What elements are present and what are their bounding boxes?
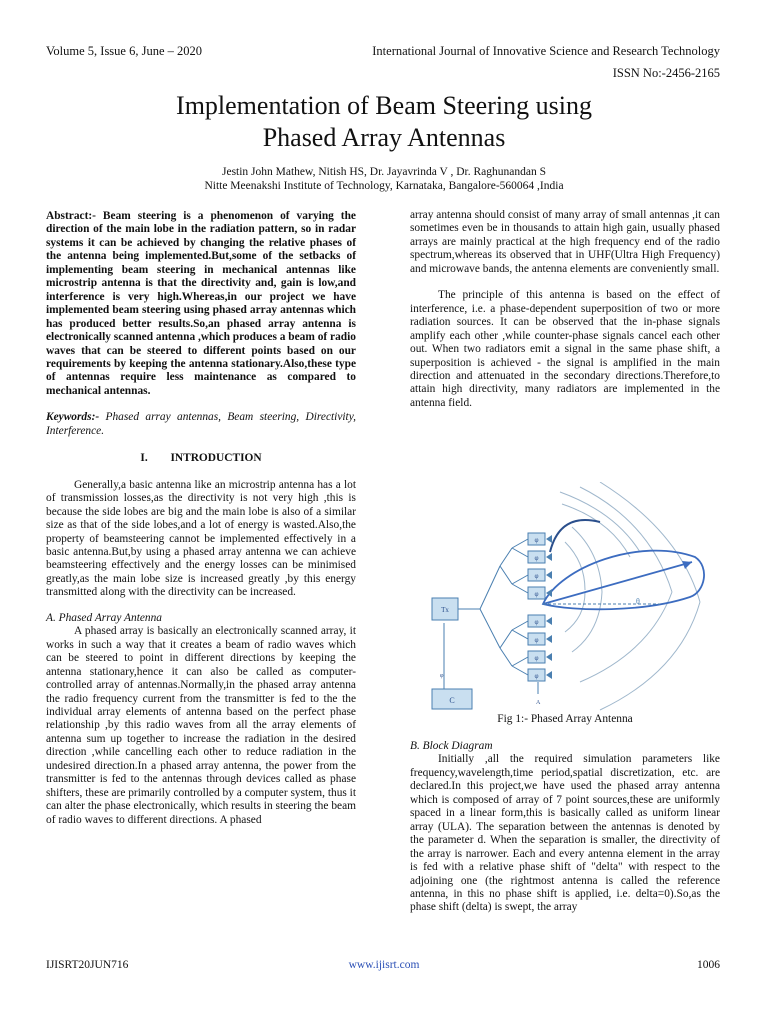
phase-symbol-8: φ — [534, 672, 539, 680]
journal-name: International Journal of Innovative Science and Research Technology — [372, 44, 720, 58]
section-heading-introduction: I. INTRODUCTION — [140, 452, 262, 465]
left-column — [46, 210, 356, 827]
phase-symbol-2: φ — [534, 554, 539, 562]
theta-label: θ — [636, 597, 640, 606]
keywords-label: Keywords:- — [46, 411, 100, 424]
keywords-text: Phased array antennas, Beam steering, Directivity, Interference. — [46, 411, 356, 437]
figure-caption: Fig 1:- Phased Array Antenna — [497, 713, 633, 725]
transmitter-label: Tx — [441, 606, 449, 614]
right-paragraph-2: The principle of this antenna is based on the effect of interference, i.e. a phase-dependent superposition of two or more radiation sources. It can be observed that the in-phase signals amplify each other ,while counter-phase signals cancel each other out. When two radiators emit a signal in the same phase shift, a superposition is achieved - the signal is amplified in the main direction and attenuated in the secondary directions.Therefore,to attain high directivity, many radiators are implemented in the antenna field. — [410, 289, 720, 409]
right-column-bottom — [410, 740, 720, 915]
phased-array-diagram — [410, 482, 720, 712]
journal-volume: Volume 5, Issue 6, June – 2020 — [46, 44, 203, 58]
array-label: A — [536, 700, 541, 706]
intro-paragraph: Generally,a basic antenna like an microstrip antenna has a lot of transmission losses,as the directivity is not very high ,this is because the side lobes are big and the main lobe is also of a similar size as that of the side lobes,and a lot of energy is wasted.Also,the property of beamsteering cannot be implemented effectively in a basic antenna.But,by using a phased array antenna we can achieve beamsteering effectively and the energy losses can be minimised greatly,as the main lobe size is increased greatly ,by this energy transmitted along with the directivity can be increased. — [46, 478, 356, 599]
figure-phased-array — [410, 482, 720, 712]
phase-symbol-4: φ — [534, 590, 539, 598]
paper-title-line-1: Implementation of Beam Steering using — [176, 91, 592, 120]
right-paragraph-1: array antenna should consist of many array of small antennas ,it can sometimes even be in thousands to attain high gain, usually phased arrays are mainly practical at the high frequency end of the radio spectrum,whereas its observed that in UHF(Ultra High Frequency) and microwave bands, the antenna elements are conveniently small. — [410, 209, 720, 275]
author-affiliation: Nitte Meenakshi Institute of Technology, Karnataka, Bangalore-560064 ,India — [204, 179, 564, 192]
phase-symbol-3: φ — [534, 572, 539, 580]
footer-paper-id: IJISRT20JUN716 — [46, 959, 129, 971]
paper-title-line-2: Phased Array Antennas — [262, 123, 506, 152]
antenna-elements — [546, 535, 552, 679]
author-block — [0, 166, 768, 193]
radiation-wavefronts — [560, 482, 700, 710]
phased-array-paragraph: A phased array is basically an electronically scanned array, it works in such a way that it creates a beam of radio waves which can be steered to point in different directions by keeping the antenna stationary,hence it can also be called as computer-controlled array of antennas.Normally,in the phased array antenna the radio frequency current from the transmitter is fed to the the individual array elements of antenna based on the perfect phase relationship ,by this radio waves from all the array elements of antenna sum up together to increase the radiation in the desired direction ,while cancelling each other to reduce radiation in the undesired direction.In a phased array antenna, the power from the transmitter is fed to the antennas through devices called as phase shifters, these are primarily controlled by a computer system, thus it can alter the phase electronically, which results in steering the beam of radio waves to different directions. A phased — [46, 625, 356, 826]
phase-symbol-1: φ — [534, 536, 539, 544]
beam-arrowhead — [682, 561, 692, 569]
block-diagram-paragraph: Initially ,all the required simulation parameters like frequency,wavelength,time period,spatial discretization, etc. are declared.In this project,we have used the phased array antenna which is composed of array of 7 point sources,these are uniformly spaced in a linear form,this is basically called as uniform linear array (ULA). The separation between the antennas is denoted by the parameter d. When the separation is smaller, the directivity of the array is narrower. Each and every antenna element in the array is fed with a relative phase shift of "delta" with respect to the adjoining one (the rightmost antenna is called the reference antenna, in this no phase shift is applied, i.e. delta=0).So,as the phase shift (delta) is swept, the array — [410, 753, 720, 914]
controller-label: C — [449, 696, 455, 705]
paper-title — [0, 90, 768, 154]
phase-symbol-7: φ — [534, 654, 539, 662]
main-lobe — [543, 551, 704, 610]
phase-symbol-5: φ — [534, 618, 539, 626]
phase-shifter-array — [528, 533, 545, 681]
right-column-top — [410, 209, 720, 410]
abstract: Abstract:- Beam steering is a phenomenon of varying the direction of the main lobe in the radiation pattern, so in radar systems it can be achieved by changing the relative phases of the antenna being implemented.But,some of the setbacks of implementing beam steering in mechanical antennas like microstrip antenna is that the directivity and, gain is low,and interference is very high.Whereas,in our project we have implemented beam steering using phased array antennas which has produced better results.So,an phased array antenna is electronically scanned antenna ,which produces a beam of radio waves that can be steered to different points based on our requirements by keeping the antenna stationary.Also,these type of antennas require less maintenance as compared to mechanical antennas. — [46, 210, 356, 397]
journal-issn: ISSN No:-2456-2165 — [612, 66, 720, 80]
keywords — [46, 411, 356, 438]
subsection-heading-block-diagram: B. Block Diagram — [410, 740, 493, 752]
footer-page-number: 1006 — [697, 959, 720, 971]
footer-website-link[interactable]: www.ijisrt.com — [348, 959, 420, 971]
phase-symbol-6: φ — [534, 636, 539, 644]
control-phi-label: φ — [440, 673, 444, 679]
author-names: Jestin John Mathew, Nitish HS, Dr. Jayavrinda V , Dr. Raghunandan S — [221, 166, 546, 178]
subsection-heading-phased-array: A. Phased Array Antenna — [46, 611, 163, 624]
side-lobe-arc — [550, 520, 600, 552]
